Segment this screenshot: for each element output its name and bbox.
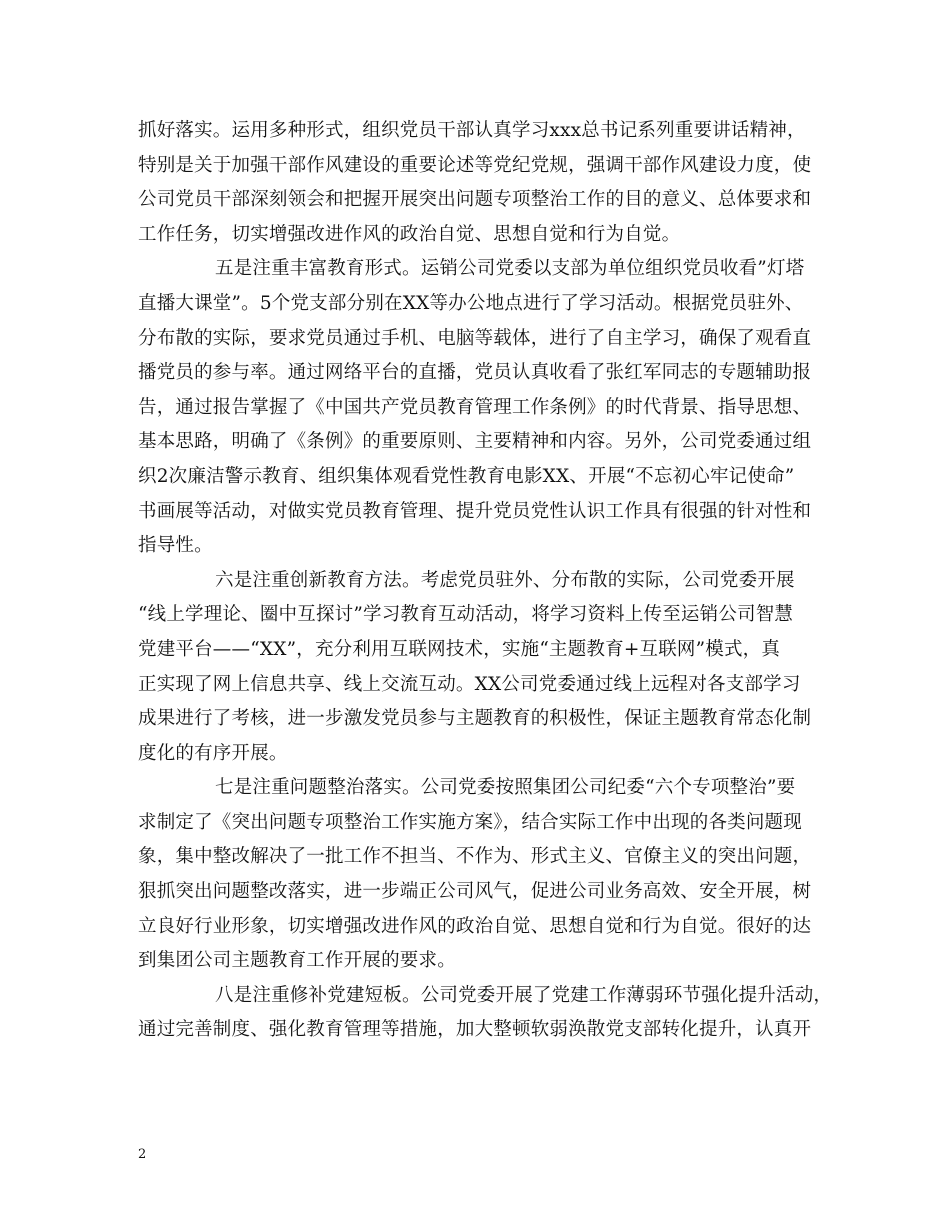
text-line: 工作任务，切实增强改进作风的政治自觉、思想自觉和行为自觉。 xyxy=(138,223,681,245)
text-line: 到集团公司主题教育工作开展的要求。 xyxy=(138,950,456,972)
text-line: 七是注重问题整治落实。公司党委按照集团公司纪委“六个专项整治”要 xyxy=(215,777,796,799)
body-text xyxy=(138,114,838,1048)
text-line: 抓好落实。运用多种形式，组织党员干部认真学习xxx总书记系列重要讲话精神， xyxy=(138,120,806,141)
text-line: 通过完善制度、强化教育管理等措施，加大整顿软弱涣散党支部转化提升，认真开 xyxy=(138,1019,812,1041)
text-line: 党建平台——“XX”，充分利用互联网技术，实施“主题教育+互联网”模式，真 xyxy=(138,638,781,660)
text-line: 指导性。 xyxy=(138,535,213,557)
text-line: 分布散的实际，要求党员通过手机、电脑等载体，进行了自主学习，确保了观看直 xyxy=(138,327,812,349)
text-line: 象，集中整改解决了一批工作不担当、不作为、形式主义、官僚主义的突出问题， xyxy=(138,846,812,868)
page-number: 2 xyxy=(138,1147,147,1162)
text-line: 书画展等活动，对做实党员教育管理、提升党员党性认识工作具有很强的针对性和 xyxy=(138,500,812,522)
text-line: 五是注重丰富教育形式。运销公司党委以支部为单位组织党员收看”灯塔 xyxy=(215,258,805,280)
text-line: 告，通过报告掌握了《中国共产党员教育管理工作条例》的时代背景、指导思想、 xyxy=(138,396,812,418)
text-line: 正实现了网上信息共享、线上交流互动。XX公司党委通过线上远程对各支部学习 xyxy=(138,673,801,695)
text-line: 公司党员干部深刻领会和把握开展突出问题专项整治工作的目的意义、总体要求和 xyxy=(138,189,812,211)
text-line: 织2次廉洁警示教育、组织集体观看党性教育电影XX、开展“不忘初心牢记使命” xyxy=(138,465,795,487)
text-line: 特别是关于加强干部作风建设的重要论述等党纪党规，强调干部作风建设力度，使 xyxy=(138,154,812,176)
text-line: 立良好行业形象，切实增强改进作风的政治自觉、思想自觉和行为自觉。很好的达 xyxy=(138,915,812,937)
text-line: 直播大课堂”。5个党支部分别在XX等办公地点进行了学习活动。根据党员驻外、 xyxy=(138,292,804,314)
text-line: 基本思路，明确了《条例》的重要原则、主要精神和内容。另外，公司党委通过组 xyxy=(138,431,812,453)
text-line: 求制定了《突出问题专项整治工作实施方案》，结合实际工作中出现的各类问题现 xyxy=(138,811,802,833)
text-line: 狠抓突出问题整改落实，进一步端正公司风气，促进公司业务高效、安全开展，树 xyxy=(138,881,812,903)
text-line: 度化的有序开展。 xyxy=(138,742,288,764)
text-line: 八是注重修补党建短板。公司党委开展了党建工作薄弱环节强化提升活动， xyxy=(215,984,833,1006)
text-line: 六是注重创新教育方法。考虑党员驻外、分布散的实际，公司党委开展 xyxy=(215,569,795,591)
text-line: “线上学理论、圈中互探讨”学习教育互动活动，将学习资料上传至运销公司智慧 xyxy=(138,604,794,626)
text-line: 播党员的参与率。通过网络平台的直播，党员认真收看了张红军同志的专题辅助报 xyxy=(138,362,812,384)
text-line: 成果进行了考核，进一步激发党员参与主题教育的积极性，保证主题教育常态化制 xyxy=(138,708,812,730)
